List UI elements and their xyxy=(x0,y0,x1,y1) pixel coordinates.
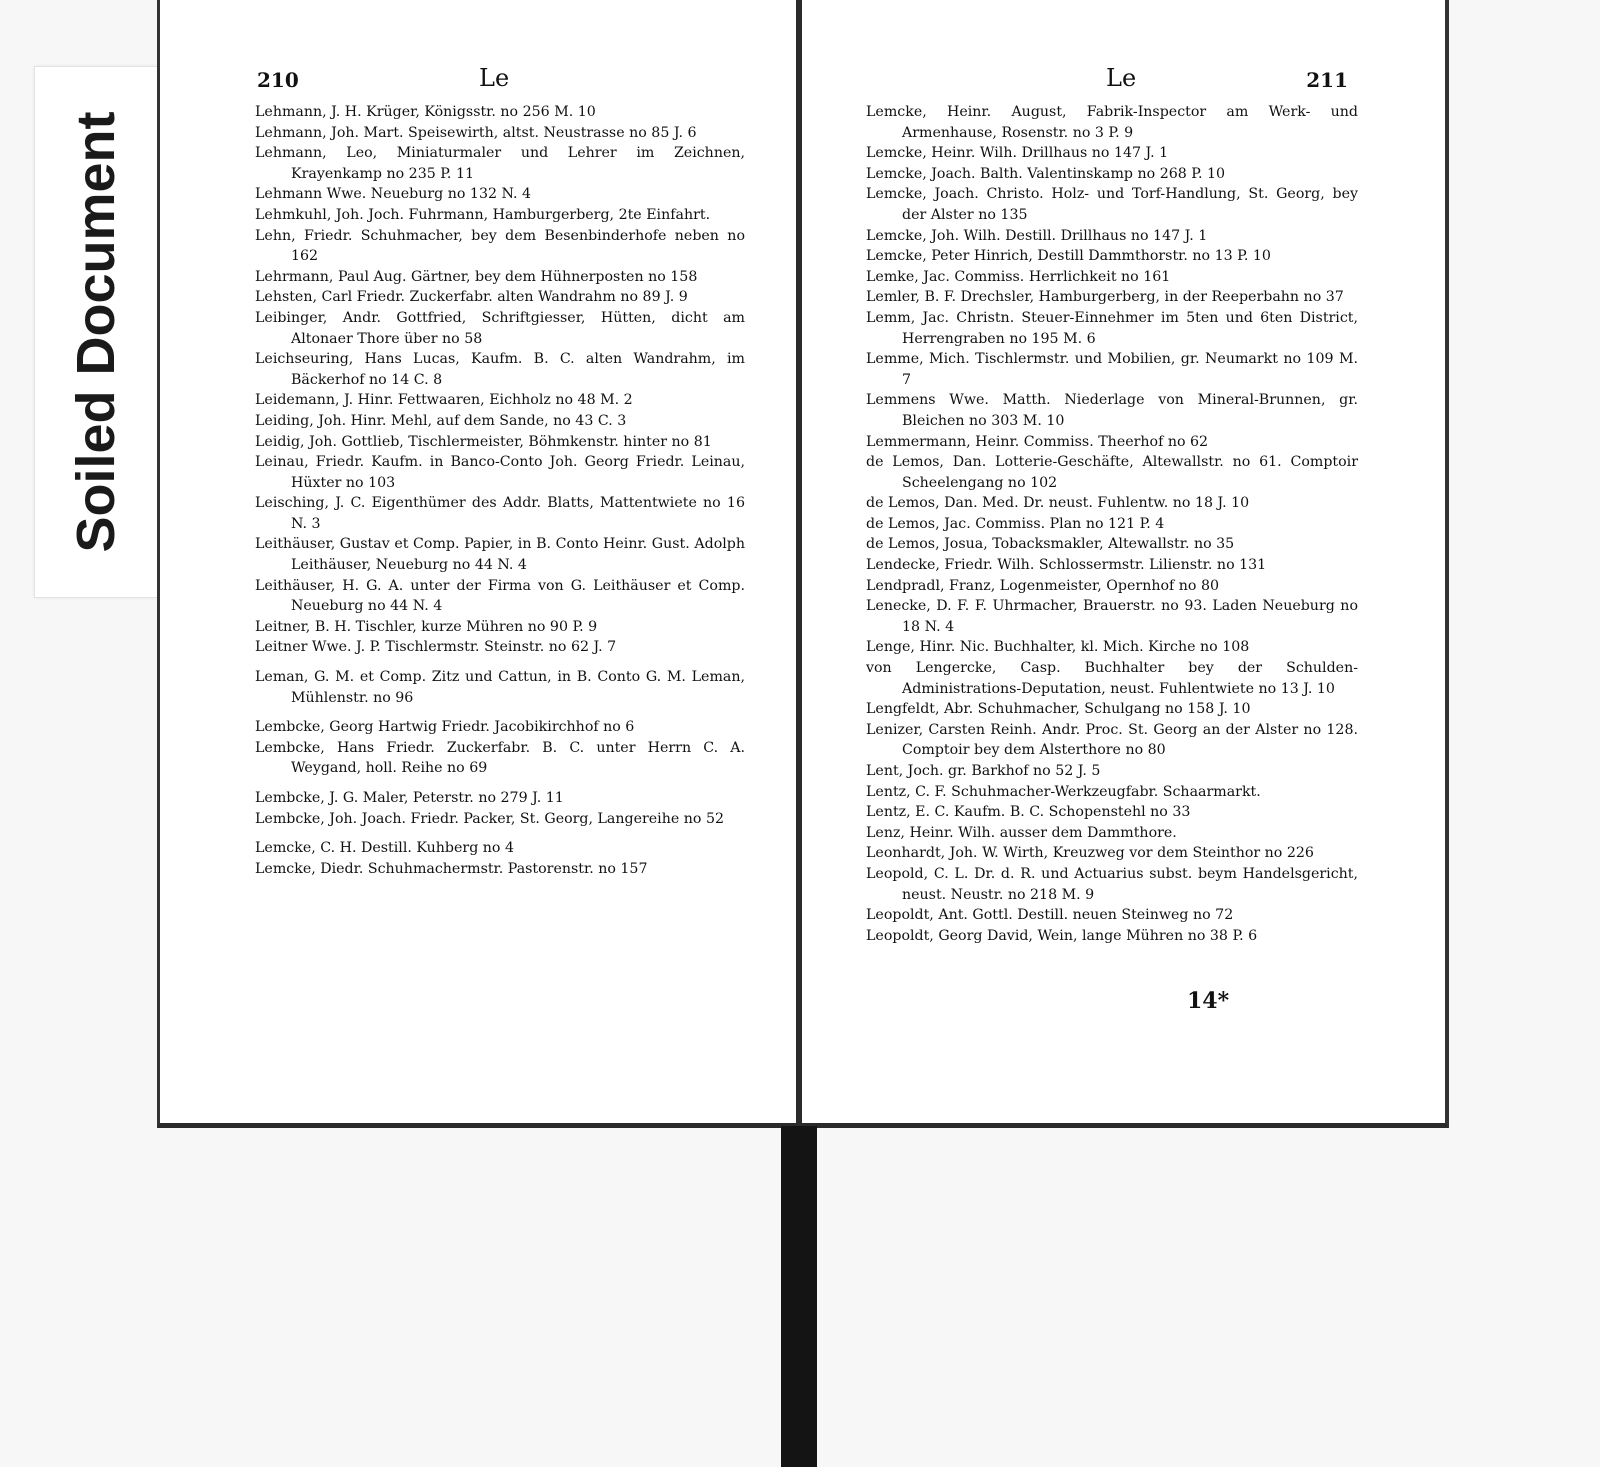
directory-entry: Lehmann Wwe. Neueburg no 132 N. 4 xyxy=(255,186,532,203)
directory-entry: Leithäuser, Gustav et Comp. Papier, in B. Conto Heinr. Gust. Adolph Leithäuser, Neueburg no 44 N. 4 xyxy=(255,536,745,574)
directory-entry: de Lemos, Dan. Med. Dr. neust. Fuhlentw. no 18 J. 10 xyxy=(866,495,1250,512)
directory-entry: Lendecke, Friedr. Wilh. Schlossermstr. Lilienstr. no 131 xyxy=(866,557,1267,574)
directory-entry: Lemcke, Heinr. Wilh. Drillhaus no 147 J. 1 xyxy=(866,145,1169,162)
directory-entry: de Lemos, Dan. Lotterie-Geschäfte, Altewallstr. no 61. Comptoir Scheelengang no 102 xyxy=(866,454,1358,491)
directory-entry: Leichseuring, Hans Lucas, Kaufm. B. C. alten Wandrahm, im Bäckerhof no 14 C. 8 xyxy=(255,351,745,388)
directory-entry: Lemcke, Diedr. Schuhmachermstr. Pastorenstr. no 157 xyxy=(255,860,648,877)
directory-entry: Lent, Joch. gr. Barkhof no 52 J. 5 xyxy=(866,763,1101,779)
directory-entry: Lehmann, Leo, Miniaturmaler und Lehrer im Zeichnen, Krayenkamp no 235 P. 11 xyxy=(255,145,745,182)
directory-entry: Lemke, Jac. Commiss. Herrlichkeit no 161 xyxy=(866,268,1171,285)
directory-entry: Lentz, C. F. Schuhmacher-Werkzeugfabr. Schaarmarkt. xyxy=(866,783,1261,800)
directory-entry: Leitner Wwe. J. P. Tischlermstr. Steinstr. no 62 J. 7 xyxy=(255,639,617,656)
directory-entry: Leopoldt, Ant. Gottl. Destill. neuen Steinweg no 72 xyxy=(866,907,1234,924)
left-page-number: 210 xyxy=(257,68,299,92)
directory-entry: Lemmens Wwe. Matth. Niederlage von Mineral-Brunnen, gr. Bleichen no 303 M. 10 xyxy=(866,392,1358,429)
directory-entry: Lehrmann, Paul Aug. Gärtner, bey dem Hühnerposten no 158 xyxy=(255,268,698,285)
directory-entry: von Lengercke, Casp. Buchhalter bey der Schulden-Administrations-Deputation, neust. Fuhlentwiete no 13 J. 10 xyxy=(866,660,1358,697)
directory-entry: Lembcke, Joh. Joach. Friedr. Packer, St. Georg, Langereihe no 52 xyxy=(255,810,725,827)
right-entry-list xyxy=(866,102,1358,946)
directory-entry: Lehmann, Joh. Mart. Speisewirth, altst. Neustrasse no 85 J. 6 xyxy=(255,124,697,141)
directory-entry: Lemcke, Joh. Wilh. Destill. Drillhaus no 147 J. 1 xyxy=(866,227,1208,244)
right-running-head: Le xyxy=(1106,64,1137,92)
directory-entry: Lemm, Jac. Christn. Steuer-Einnehmer im 5ten und 6ten District, Herrengraben no 195 M. 6 xyxy=(866,309,1358,347)
directory-entry: Lehsten, Carl Friedr. Zuckerfabr. alten Wandrahm no 89 J. 9 xyxy=(255,289,688,306)
stamp-text: Soiled Document xyxy=(66,111,126,553)
soiled-document-label xyxy=(34,66,158,598)
directory-entry: Leisching, J. C. Eigenthümer des Addr. Blatts, Mattentwiete no 16 N. 3 xyxy=(255,495,745,532)
directory-entry: Lehmkuhl, Joh. Joch. Fuhrmann, Hamburgerberg, 2te Einfahrt. xyxy=(255,206,711,223)
directory-entry: Lemme, Mich. Tischlermstr. und Mobilien, gr. Neumarkt no 109 M. 7 xyxy=(866,351,1358,388)
directory-entry: Lendpradl, Franz, Logenmeister, Opernhof no 80 xyxy=(866,577,1220,594)
left-entry-list xyxy=(255,102,745,879)
bookmark-ribbon xyxy=(781,1126,817,1467)
directory-entry: Leitner, B. H. Tischler, kurze Mühren no 90 P. 9 xyxy=(255,618,598,635)
directory-entry: Lenizer, Carsten Reinh. Andr. Proc. St. Georg an der Alster no 128. Comptoir bey dem Alsterthore no 80 xyxy=(866,721,1358,759)
book-gutter xyxy=(796,0,802,1128)
left-page xyxy=(255,62,745,879)
right-page-number: 211 xyxy=(1306,68,1348,92)
directory-entry: Lentz, E. C. Kaufm. B. C. Schopenstehl no 33 xyxy=(866,804,1191,821)
directory-entry: Lemcke, Joach. Christo. Holz- und Torf-Handlung, St. Georg, bey der Alster no 135 xyxy=(866,186,1358,223)
directory-entry: Leman, G. M. et Comp. Zitz und Cattun, in B. Conto G. M. Leman, Mühlenstr. no 96 xyxy=(255,669,745,706)
directory-entry: Leinau, Friedr. Kaufm. in Banco-Conto Joh. Georg Friedr. Leinau, Hüxter no 103 xyxy=(255,454,745,491)
directory-entry: Lemcke, Joach. Balth. Valentinskamp no 268 P. 10 xyxy=(866,165,1226,182)
directory-entry: Lemcke, Peter Hinrich, Destill Dammthorstr. no 13 P. 10 xyxy=(866,248,1271,265)
directory-entry: Leonhardt, Joh. W. Wirth, Kreuzweg vor dem Steinthor no 226 xyxy=(866,845,1314,862)
directory-entry: Lenge, Hinr. Nic. Buchhalter, kl. Mich. Kirche no 108 xyxy=(866,639,1250,656)
directory-entry: de Lemos, Jac. Commiss. Plan no 121 P. 4 xyxy=(866,515,1165,532)
directory-entry: Lembcke, Georg Hartwig Friedr. Jacobikirchhof no 6 xyxy=(255,719,635,736)
directory-entry: Leibinger, Andr. Gottfried, Schriftgiesser, Hütten, dicht am Altonaer Thore über no 58 xyxy=(255,309,745,347)
directory-entry: Lenecke, D. F. F. Uhrmacher, Brauerstr. no 93. Laden Neueburg no 18 N. 4 xyxy=(866,598,1358,635)
directory-entry: Leithäuser, H. G. A. unter der Firma von G. Leithäuser et Comp. Neueburg no 44 N. 4 xyxy=(255,577,745,615)
directory-entry: Lemler, B. F. Drechsler, Hamburgerberg, in der Reeperbahn no 37 xyxy=(866,289,1344,306)
directory-entry: Lembcke, Hans Friedr. Zuckerfabr. B. C. unter Herrn C. A. Weygand, holl. Reihe no 69 xyxy=(255,739,745,777)
directory-entry: Lemcke, Heinr. August, Fabrik-Inspector am Werk- und Armenhause, Rosenstr. no 3 P. 9 xyxy=(866,104,1358,141)
left-page-header xyxy=(255,62,745,96)
directory-entry: Lenz, Heinr. Wilh. ausser dem Dammthore. xyxy=(866,824,1177,841)
signature-mark: 14* xyxy=(1187,988,1230,1014)
directory-entry: Leopold, C. L. Dr. d. R. und Actuarius subst. beym Handelsgericht, neust. Neustr. no 218 M. 9 xyxy=(866,865,1358,903)
directory-entry: Leidemann, J. Hinr. Fettwaaren, Eichholz no 48 M. 2 xyxy=(255,392,633,409)
directory-entry: Lemmermann, Heinr. Commiss. Theerhof no 62 xyxy=(866,433,1209,450)
right-page-header xyxy=(866,62,1358,96)
directory-entry: Leiding, Joh. Hinr. Mehl, auf dem Sande, no 43 C. 3 xyxy=(255,412,627,429)
directory-entry: Lehn, Friedr. Schuhmacher, bey dem Besenbinderhofe neben no 162 xyxy=(255,227,745,265)
directory-entry: de Lemos, Josua, Tobacksmakler, Altewallstr. no 35 xyxy=(866,536,1235,553)
left-running-head: Le xyxy=(479,64,510,92)
directory-entry: Lemcke, C. H. Destill. Kuhberg no 4 xyxy=(255,840,515,857)
directory-entry: Leopoldt, Georg David, Wein, lange Mühren no 38 P. 6 xyxy=(866,927,1258,944)
directory-entry: Lehmann, J. H. Krüger, Königsstr. no 256 M. 10 xyxy=(255,104,596,120)
right-page xyxy=(866,62,1358,946)
directory-entry: Leidig, Joh. Gottlieb, Tischlermeister, Böhmkenstr. hinter no 81 xyxy=(255,433,712,450)
directory-entry: Lembcke, J. G. Maler, Peterstr. no 279 J. 11 xyxy=(255,790,564,806)
directory-entry: Lengfeldt, Abr. Schuhmacher, Schulgang no 158 J. 10 xyxy=(866,701,1251,718)
